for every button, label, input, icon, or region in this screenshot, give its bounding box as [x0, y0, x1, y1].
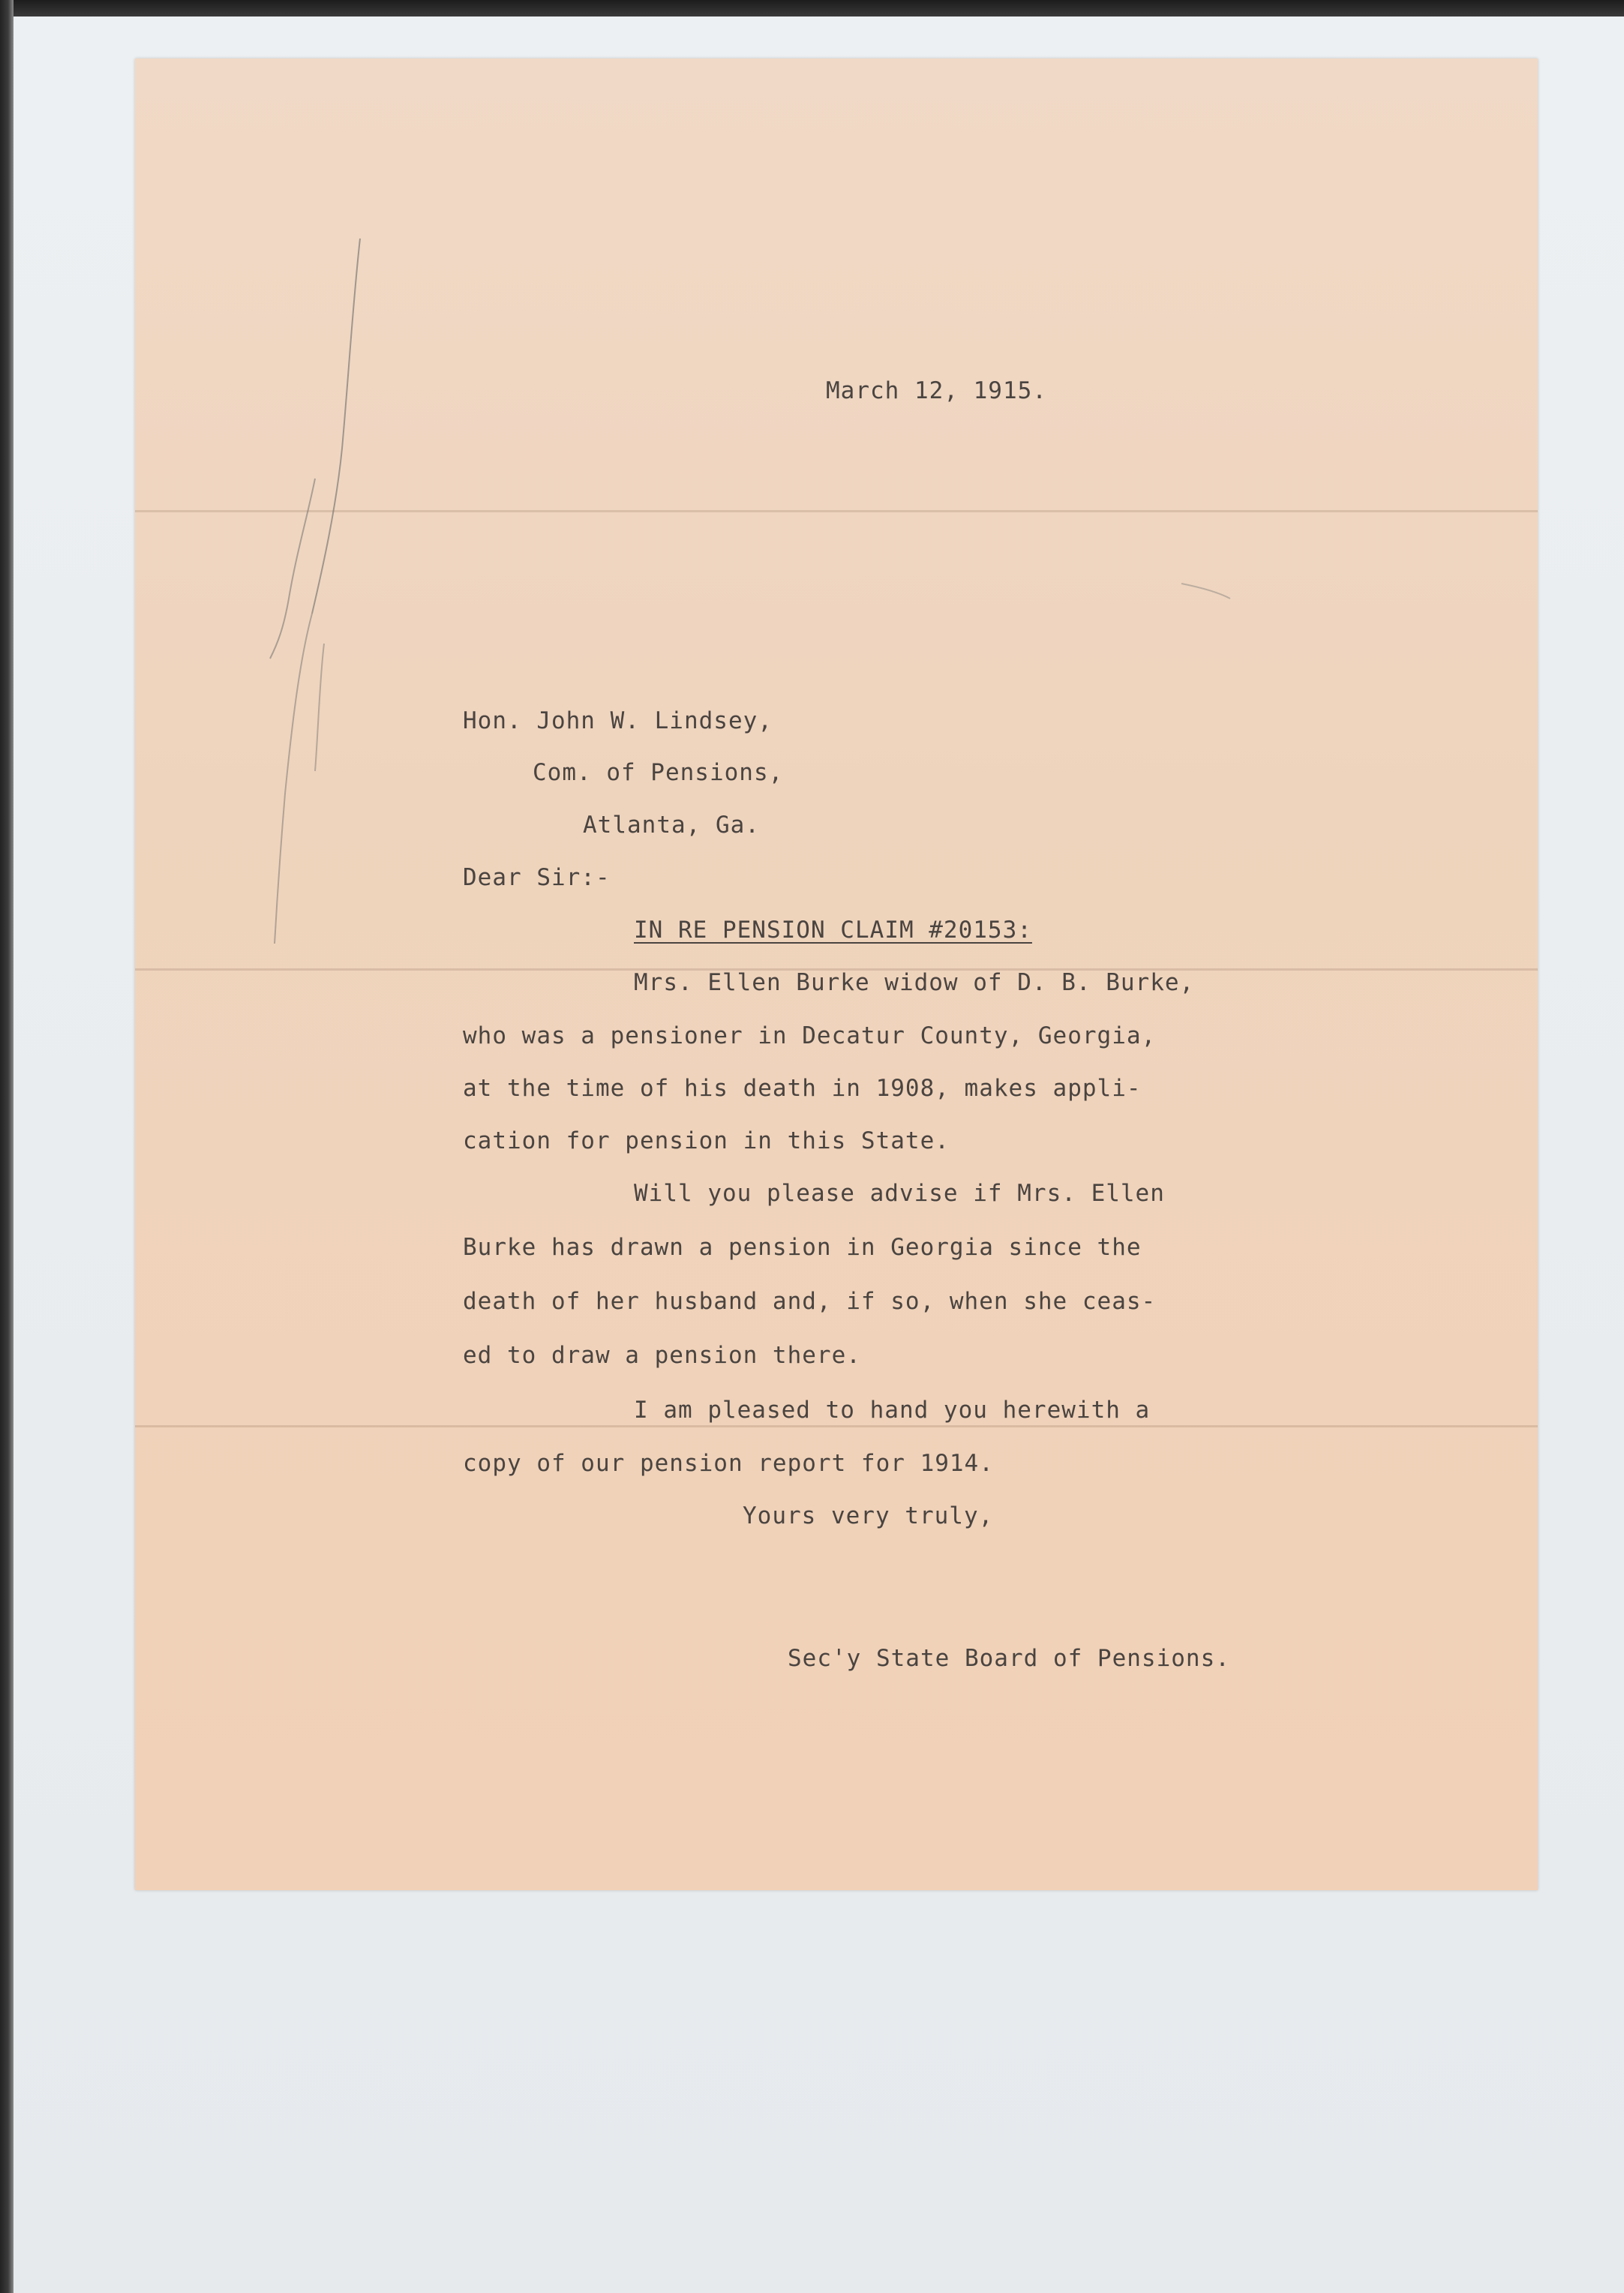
salutation: Dear Sir:- [463, 864, 611, 891]
body-line: who was a pensioner in Decatur County, Georgia, [463, 1022, 1157, 1049]
recipient-title: Com. of Pensions, [533, 759, 784, 786]
body-line: at the time of his death in 1908, makes appli- [463, 1075, 1142, 1102]
body-line: Will you please advise if Mrs. Ellen [634, 1180, 1165, 1207]
body-line: cation for pension in this State. [463, 1127, 950, 1154]
recipient-city: Atlanta, Ga. [583, 812, 760, 839]
fold-line [135, 1425, 1538, 1427]
body-line: Mrs. Ellen Burke widow of D. B. Burke, [634, 969, 1195, 996]
closing: Yours very truly, [743, 1502, 994, 1529]
body-line: copy of our pension report for 1914. [463, 1450, 994, 1477]
signature-line: Sec'y State Board of Pensions. [788, 1645, 1230, 1672]
fold-line [135, 510, 1538, 512]
body-line: death of her husband and, if so, when she ceas- [463, 1288, 1157, 1315]
body-line: Burke has drawn a pension in Georgia since the [463, 1234, 1142, 1261]
letter-date: March 12, 1915. [826, 377, 1047, 404]
recipient-name: Hon. John W. Lindsey, [463, 707, 773, 734]
subject-line: IN RE PENSION CLAIM #20153: [634, 917, 1032, 944]
body-line: I am pleased to hand you herewith a [634, 1397, 1151, 1424]
scan-border-top [0, 0, 1624, 17]
scan-border-left [0, 0, 14, 2293]
body-line: ed to draw a pension there. [463, 1342, 861, 1369]
letter-page [135, 59, 1538, 1890]
